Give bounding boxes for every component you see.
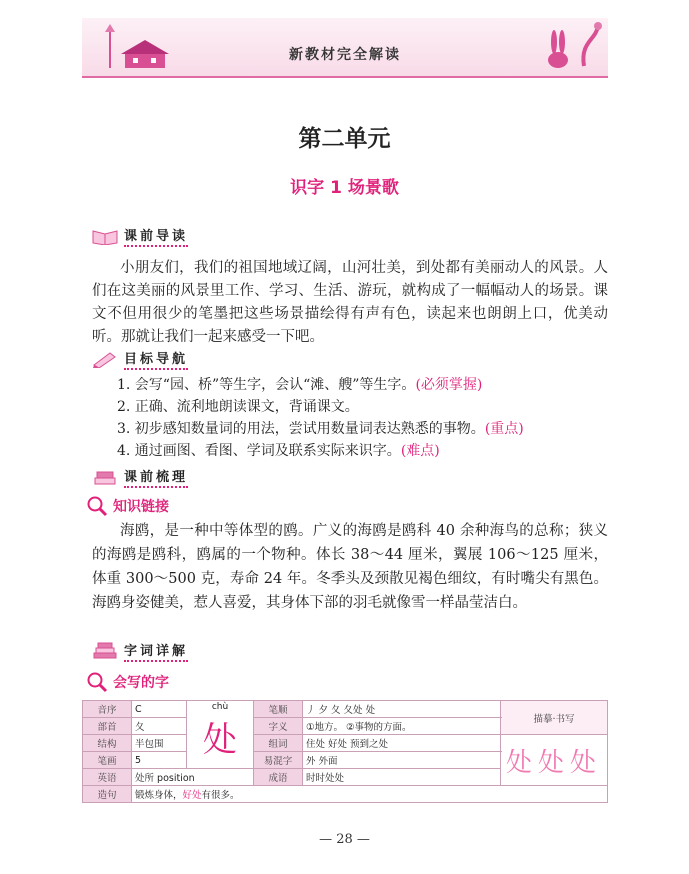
section-tag-review — [92, 466, 188, 488]
label-english: 英语 — [83, 769, 132, 786]
knowledge-paragraph: 海鸥，是一种中等体型的鸥。广义的海鸥是鸥科 40 余种海鸟的总称；狭义的海鸥是鸥科，鸥属的一个物种。体长 38～44 厘米，翼展 106～125 厘米，体重 300～500 克，寿命 24 年。冬季头及颈散见褐色细纹，有时嘴尖有黑色。海鸥身姿健美，惹人喜爱，其身体下部的羽毛就像雪一样晶莹洁白。 — [92, 523, 608, 611]
pencil-icon — [92, 350, 118, 368]
character-cell — [187, 701, 254, 769]
goal-text: 2. 正确、流利地朗读课文，背诵课文。 — [117, 399, 359, 415]
open-book-icon — [92, 227, 118, 245]
sentence-highlight: 好处 — [182, 790, 202, 801]
goal-item — [117, 440, 617, 462]
meaning-value: ①地方。 ②事物的方面。 — [303, 718, 501, 735]
label-radical: 部首 — [83, 718, 132, 735]
banner-title: 新教材完全解读 — [289, 47, 401, 63]
write-chars-heading — [86, 671, 169, 693]
label-meaning: 字义 — [254, 718, 303, 735]
label-structure: 结构 — [83, 735, 132, 752]
goals-list — [117, 374, 617, 462]
section-tag-label: 课前导读 — [124, 225, 188, 247]
goal-item — [117, 418, 617, 440]
bunny-icon — [540, 22, 606, 72]
section-tag-label: 目标导航 — [124, 348, 188, 370]
big-character: 处 — [203, 720, 237, 760]
label-stroke-order: 笔顺 — [254, 701, 303, 718]
character-card — [82, 700, 608, 803]
english-value — [132, 769, 254, 786]
lesson-title: 识字 1 场景歌 — [290, 178, 399, 198]
preview-paragraph: 小朋友们，我们的祖国地域辽阔，山河壮美，到处都有美丽动人的风景。人们在这美丽的风景里工作、学习、生活、游玩，就构成了一幅幅动人的场景。课文不但用很少的笔墨把这些场景描绘得有声有色，读起来也朗朗上口，优美动听。那就让我们一起来感受一下吧。 — [92, 260, 608, 345]
confusable-value: 外 外面 — [303, 752, 501, 769]
label-trace: 描摹·书写 — [501, 701, 608, 735]
goal-text: 3. 初步感知数量词的用法，尝试用数量词表达熟悉的事物。 — [117, 421, 485, 437]
radical-value: 夂 — [132, 718, 187, 735]
label-words: 组词 — [254, 735, 303, 752]
knowledge-link-title: 知识链接 — [113, 499, 169, 515]
goal-text: 1. 会写“园、桥”等生字，会认“滩、艘”等生字。 — [117, 377, 416, 393]
label-strokes: 笔画 — [83, 752, 132, 769]
tree-house-icon — [103, 22, 173, 72]
magnifier-icon — [86, 671, 108, 693]
sentence-part: 有很多。 — [201, 790, 240, 801]
label-sentence: 造句 — [83, 786, 132, 803]
magnifier-icon — [86, 495, 108, 517]
label-idiom: 成语 — [254, 769, 303, 786]
books-icon — [92, 642, 118, 660]
goal-item — [117, 396, 617, 418]
knowledge-link-heading — [86, 495, 169, 517]
idiom-value: 时时处处 — [303, 769, 501, 786]
goal-item — [117, 374, 617, 396]
trace-characters[interactable]: 处处处 — [501, 735, 608, 786]
section-tag-words — [92, 640, 188, 662]
book-stack-icon — [92, 468, 118, 486]
goal-note: (重点) — [484, 421, 524, 437]
goal-note: (难点) — [400, 443, 440, 459]
words-value: 住处 好处 预到之处 — [303, 735, 501, 752]
goal-note: (必须掌握) — [415, 377, 483, 393]
unit-title: 第二单元 — [298, 125, 391, 152]
structure-value: 半包围 — [132, 735, 187, 752]
section-tag-goals — [92, 348, 188, 370]
english-word: 处所 — [135, 773, 155, 784]
label-order: 音序 — [83, 701, 132, 718]
label-confusable: 易混字 — [254, 752, 303, 769]
english-translation: position — [157, 773, 195, 784]
stroke-order-value: 丿 夕 夂 夂处 处 — [303, 701, 501, 718]
pinyin: chù — [211, 702, 229, 712]
page-number: — 28 — — [319, 832, 370, 847]
goal-text: 4. 通过画图、看图、学词及联系实际来识字。 — [117, 443, 401, 459]
section-tag-preview — [92, 225, 188, 247]
section-tag-label: 课前梳理 — [124, 466, 188, 488]
sentence-value — [132, 786, 608, 803]
section-tag-label: 字词详解 — [124, 640, 188, 662]
write-chars-title: 会写的字 — [113, 675, 169, 691]
sentence-part: 锻炼身体， — [135, 790, 183, 801]
strokes-value: 5 — [132, 752, 187, 769]
order-value: C — [132, 701, 187, 718]
